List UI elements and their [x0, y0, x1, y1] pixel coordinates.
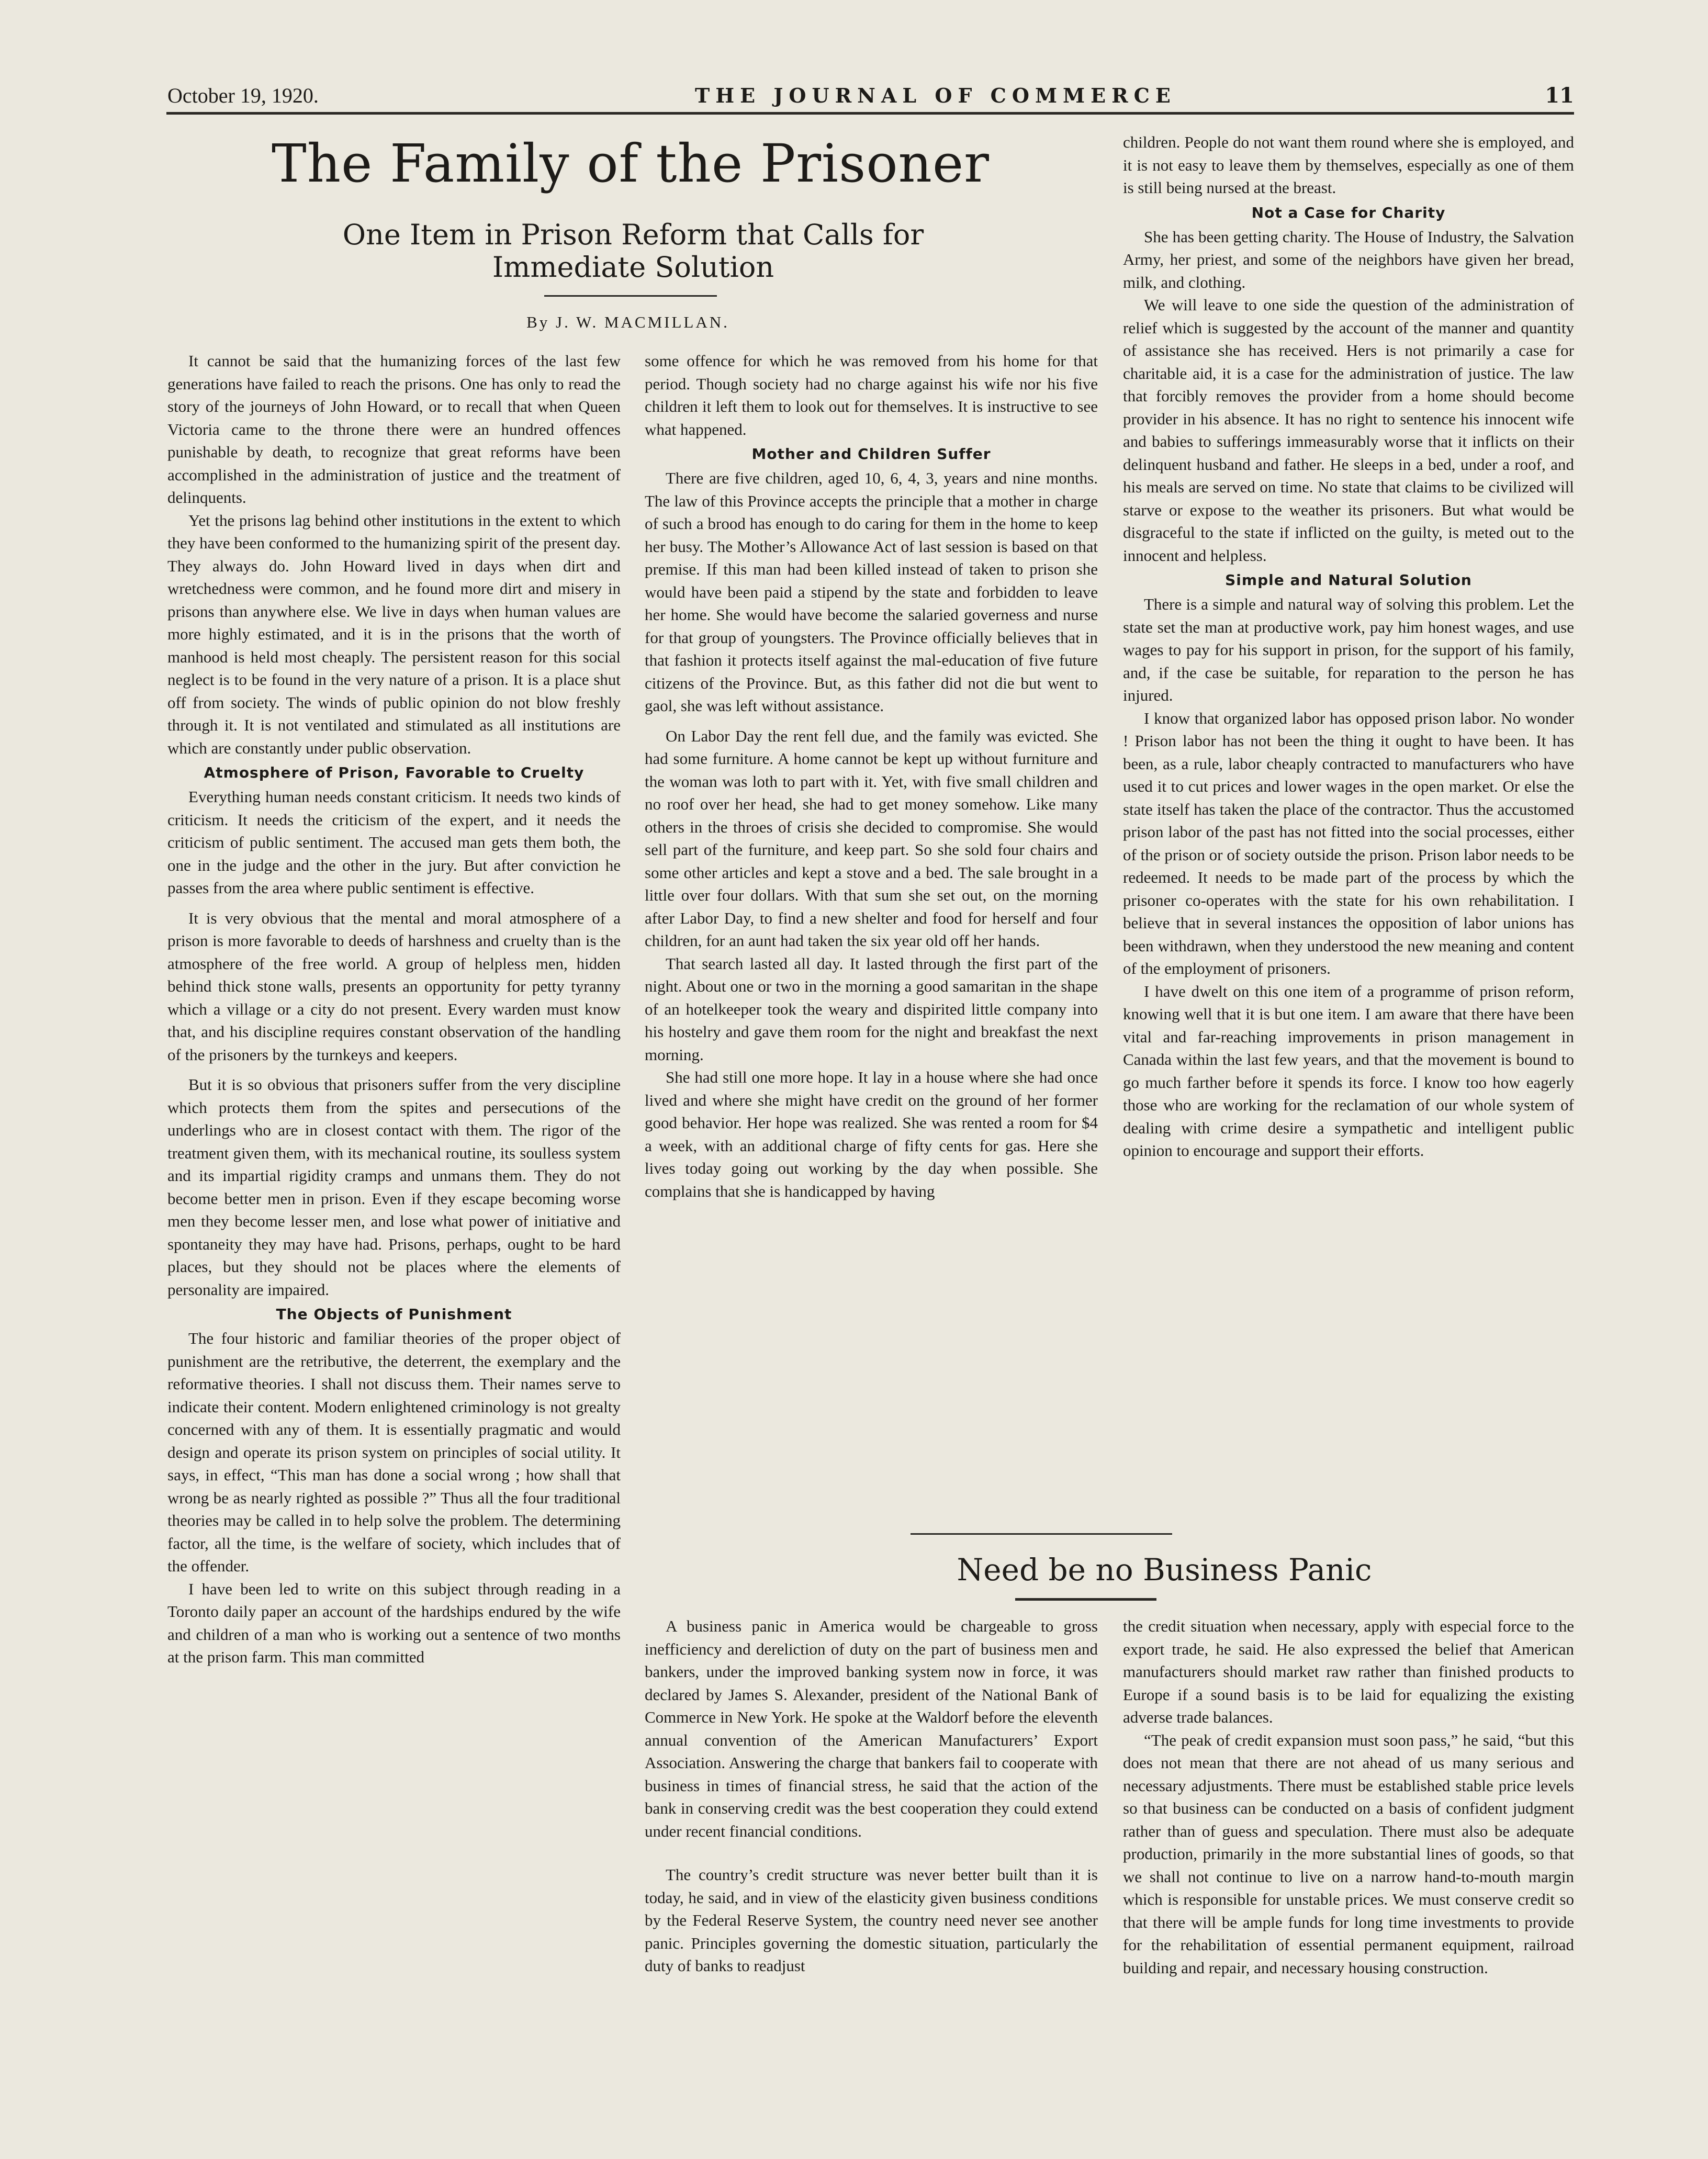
- paragraph: I know that organized labor has opposed prison labor. No wonder ! Prison labor has not been the thing it ought to have been. It has been, as a rule, labor cheaply contracted to manufacturers who have used it to cut prices and lower wages in the open market. Or else the state itself has taken the place of the contractor. Thus the accustomed prison labor of the past has not fitted into the social processes, either of the prison or of society outside the prison. Prison labor needs to be redeemed. It needs to be made part of the process by which the prisoner co-operates with the state for his own rehabilitation. I believe that in several instances the opposition of labor unions has been withdrawn, when they understood the new meaning and content of the employment of prisoners.: [1123, 709, 1574, 977]
- paragraph: A business panic in America would be chargeable to gross inefficiency and dereliction of duty on the part of business men and bankers, under the improved banking system now in force, it was declared by James S. Alexander, president of the National Bank of Commerce in New York. He spoke at the Waldorf before the eleventh annual convention of the American Manufacturers’ Export Association. Answering the charge that bankers fail to cooperate with business in times of financial stress, he said that the action of the bank in conserving credit was the best cooperation they could extend under recent financial conditions.: [645, 1617, 1098, 1840]
- paragraph: She had still one more hope. It lay in a house where she had once lived and where she might have credit on the ground of her former good behavior. Her hope was realized. She was rented a room for $4 a week, with an additional charge of fifty cents for gas. Here she lives today going out working by the day when possible. She complains that she is handicapped by having: [645, 1068, 1098, 1200]
- paragraph: some offence for which he was removed from his home for that period. Though society had no charge against his wife nor his five children it left them to look out for themselves. It is instructive to see what happened.: [645, 352, 1098, 438]
- paragraph: I have been led to write on this subject through reading in a Toronto daily paper an account of the hardships endured by the wife and children of a man who is working out a sentence of two months at the prison farm. This man committed: [167, 1579, 621, 1666]
- page-number: 11: [1545, 83, 1574, 108]
- section-heading: Atmosphere of Prison, Favorable to Cruelty: [204, 764, 585, 781]
- paragraph: the credit situation when necessary, apply with especial force to the export trade, he said. He also expressed the belief that American manufacturers should market raw rather than finished products to Europe if a sound basis is to be laid for equalizing the existing adverse trade balances.: [1123, 1617, 1574, 1726]
- article2-column-1: [645, 1615, 1098, 1977]
- publication-name: THE JOURNAL OF COMMERCE: [695, 84, 1176, 107]
- article-subtitle: One Item in Prison Reform that Calls for Immediate Solution: [342, 218, 924, 284]
- paragraph: She has been getting charity. The House of Industry, the Salvation Army, her priest, and some of the neighbors have given her bread, milk, and clothing.: [1123, 227, 1574, 291]
- paragraph: Yet the prisons lag behind other institutions in the extent to which they have been conformed to the humanizing spirit of the present day. They always do. John Howard lived in days when dirt and wretchedness were common, and he found more dirt and misery in prisons than anywhere else. We live in days when human values are more highly estimated, and it is in the prisons that the worth of manhood is held most cheaply. The persistent reason for this social neglect is to be found in the very nature of a prison. It is a place shut off from society. The winds of public opinion do not blow freshly through it. It is not ventilated and stimulated as all institutions are which are constantly under public observation.: [167, 511, 621, 757]
- paragraph: On Labor Day the rent fell due, and the family was evicted. She had some furniture. A home cannot be kept up without furniture and the woman was loth to part with it. Yet, with five small children and no roof over her head, she had to get money somehow. Like many others in the throes of crisis she decided to compromise. She would sell part of the furniture, and keep part. So she sold four chairs and some other articles and kept a stove and a bed. The sale brought in a little over four dollars. With that sum she set out, on the morning after Labor Day, to find a new shelter and food for herself and four children, for an aunt had taken the six year old off her hands.: [645, 726, 1098, 950]
- paragraph: We will leave to one side the question of the administration of relief which is suggested by the account of the manner and quantity of assistance she has received. Hers is not primarily a case for charitable aid, it is a case for the administration of justice. The law that forcibly removes the provider from a home should become provider in his absence. It has no right to sentence his innocent wife and babies to sufferings immeasurably worse that it inflicts on their delinquent husband and father. He sleeps in a bed, under a roof, and his meals are served on time. No state that claims to be civilized will starve or expose to the weather its prisoners. But what would be disgraceful to the state if inflicted on the guilty, is meted out to the innocent and helpless.: [1123, 296, 1574, 565]
- section-heading: Mother and Children Suffer: [751, 445, 991, 463]
- article-column-2: [645, 350, 1098, 1202]
- section-heading: Simple and Natural Solution: [1225, 571, 1472, 589]
- paragraph: The country’s credit structure was never better built than it is today, he said, and in view of the elasticity given business conditions by the Federal Reserve System, the country need never see another panic. Principles governing the domestic situation, particularly the duty of banks to readjust: [645, 1865, 1098, 1975]
- paragraph: That search lasted all day. It lasted through the first part of the night. About one or two in the morning a good samaritan in the shape of an hotelkeeper took the weary and dispirited little company into his hostelry and gave them room for the night and breakfast the next morning.: [645, 954, 1098, 1064]
- article-title: Need be no Business Panic: [957, 1552, 1372, 1588]
- paragraph: I have dwelt on this one item of a programme of prison reform, knowing well that it is but one item. I am aware that there have been vital and far-reaching improvements in prison management in Canada within the last few years, and that the movement is bound to go much farther before it spends its force. I know too how eagerly those who are working for the reclamation of our whole system of dealing with crime desire a sympathetic and intelligent public opinion to encourage and support their efforts.: [1123, 982, 1574, 1160]
- article-title: The Family of the Prisoner: [272, 133, 990, 194]
- article-column-3: [1123, 131, 1574, 1162]
- paragraph: It is very obvious that the mental and moral atmosphere of a prison is more favorable to deeds of harshness and cruelty than is the atmosphere of the free world. A group of helpless men, hidden behind thick stone walls, presents an opportunity for petty tyranny which a village or a city do not present. Every warden must know that, and his discipline requires constant observation of the handling of the prisoners by the turnkeys and keepers.: [167, 908, 621, 1064]
- paragraph: But it is so obvious that prisoners suffer from the very discipline which protects them from the spites and persecutions of the underlings who are in closest contact with them. The rigor of the treatment given them, with its mechanical routine, its soulless system and its impartial rigidity cramps and unmans them. They do not become better men in prison. Even if they escape becoming worse men they become lesser men, and lose what power of initiative and spontaneity they may have had. Prisons, perhaps, ought to be hard places, but they should not be places where the elements of personality are impaired.: [167, 1075, 621, 1299]
- article-divider: [911, 1533, 1172, 1535]
- article-column-1: [167, 350, 621, 1669]
- section-heading: The Objects of Punishment: [276, 1306, 512, 1323]
- article2-column-2: [1123, 1615, 1574, 1979]
- section-heading: Not a Case for Charity: [1251, 204, 1446, 221]
- title-rule: [1015, 1598, 1156, 1601]
- byline: By J. W. MACMILLAN.: [526, 313, 729, 331]
- paragraph: children. People do not want them round where she is employed, and it is not easy to leave them by themselves, especially as one of them is still being nursed at the breast.: [1123, 133, 1574, 197]
- paragraph: “The peak of credit expansion must soon pass,” he said, “but this does not mean that there are not ahead of us many serious and necessary adjustments. There must be established stable price levels so that business can be conducted on a basis of confident judgment rather than of guess and speculation. There must also be adequate production, primarily in the more substantial lines of goods, so that we shall not continue to live on a narrow hand-to-mouth margin which is responsible for unstable prices. We must conserve credit so that there will be ample funds for long time investments to provide for the rehabilitation of essential permanent equipment, railroad building and repair, and necessary housing construction.: [1123, 1730, 1574, 1977]
- paragraph: There are five children, aged 10, 6, 4, 3, years and nine months. The law of this Province accepts the principle that a mother in charge of such a brood has enough to do caring for them in the home to keep her busy. The Mother’s Allowance Act of last session is based on that premise. If this man had been killed instead of taken to prison she would have been paid a stipend by the state and forbidden to leave her home. She would have become the salaried governess and nurse for that group of youngsters. The Province officially believes that in that fashion it protects itself against the mal-education of five future citizens of the Province. But, as this father did not die but went to gaol, she was left without assistance.: [645, 469, 1098, 715]
- title-rule: [544, 295, 717, 297]
- masthead: [166, 80, 1574, 115]
- paragraph: There is a simple and natural way of solving this problem. Let the state set the man at productive work, pay him honest wages, and use wages to pay for his support in prison, for the support of his family, and, if the case be suitable, for reparation to the person he has injured.: [1123, 595, 1574, 704]
- paragraph: The four historic and familiar theories of the proper object of punishment are the retributive, the deterrent, the exemplary and the reformative theories. I shall not discuss them. Their names serve to indicate their content. Modern enlightened criminology is not grealty concerned with any of them. It is essentially pragmatic and would design and operate its prison system on principles of social utility. It says, in effect, “This man has done a social wrong ; how shall that wrong be as nearly righted as possible ?” Thus all the four traditional theories may be called in to help solve the problem. The determining factor, all the time, is the welfare of society, which includes that of the offender.: [167, 1329, 621, 1575]
- paragraph: It cannot be said that the humanizing forces of the last few generations have failed to reach the prisons. One has only to read the story of the journeys of John Howard, or to recall that when Queen Victoria came to the throne there were an hundred offences punishable by death, to recognize that great reforms have been accomplished in the administration of justice and the treatment of delinquents.: [167, 352, 621, 507]
- paragraph: Everything human needs constant criticism. It needs two kinds of criticism. It needs the criticism of the expert, and it needs the criticism of public sentiment. The accused man gets them both, the one in the judge and the other in the jury. But after conviction he passes from the area where public sentiment is effective.: [167, 788, 621, 897]
- issue-date: October 19, 1920.: [167, 84, 319, 107]
